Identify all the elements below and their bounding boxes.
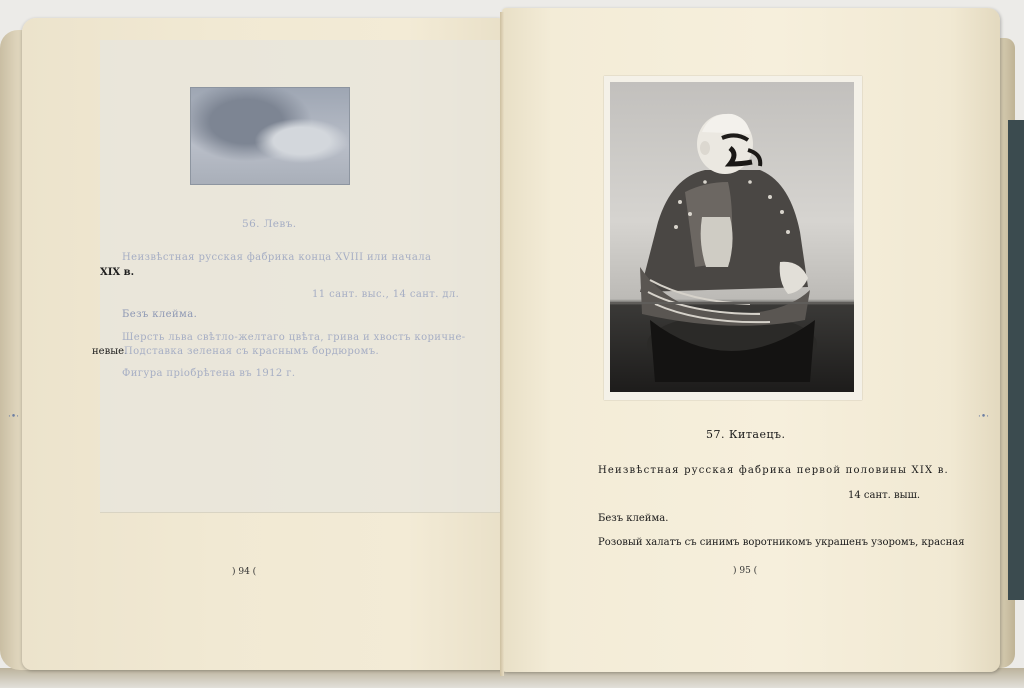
right-desc: Розовый халатъ съ синимъ воротникомъ украшенъ узоромъ, красная xyxy=(598,537,965,548)
book-cover xyxy=(1008,120,1024,600)
left-acquired: Фигура пріобрѣтена въ 1912 г. xyxy=(122,368,296,379)
left-desc1: Шерсть льва свѣтло-желтаго цвѣта, грива и хвостъ коричне- xyxy=(122,332,466,343)
right-page-number: ) 95 ( xyxy=(733,566,758,576)
left-line1-end: XIX в. xyxy=(100,267,135,278)
left-desc2-start: невые. xyxy=(92,346,128,357)
left-no-mark: Безъ клейма. xyxy=(122,309,198,320)
right-line1: Неизвѣстная русская фабрика первой половины XIX в. xyxy=(598,465,949,476)
plate-image-lion xyxy=(190,87,350,185)
right-size: 14 сант. выш. xyxy=(848,490,921,501)
left-desc2-rest: Подставка зеленая съ краснымъ бордюромъ. xyxy=(124,346,380,357)
photo-chinese-figure xyxy=(610,82,854,392)
right-caption: 57. Китаецъ. xyxy=(706,428,786,441)
right-no-mark: Безъ клейма. xyxy=(598,513,669,524)
right-margin-mark: ·•· xyxy=(978,412,990,422)
book-spine xyxy=(500,12,504,676)
left-line1: Неизвѣстная русская фабрика конца XVIII или начала xyxy=(122,252,432,263)
figure-illustration xyxy=(610,82,854,392)
plate-caption: 56. Левъ. xyxy=(242,218,297,230)
left-margin-mark: ·•· xyxy=(8,412,20,422)
left-page-number: ) 94 ( xyxy=(232,567,257,577)
left-size: 11 сант. выс., 14 сант. дл. xyxy=(312,289,460,300)
